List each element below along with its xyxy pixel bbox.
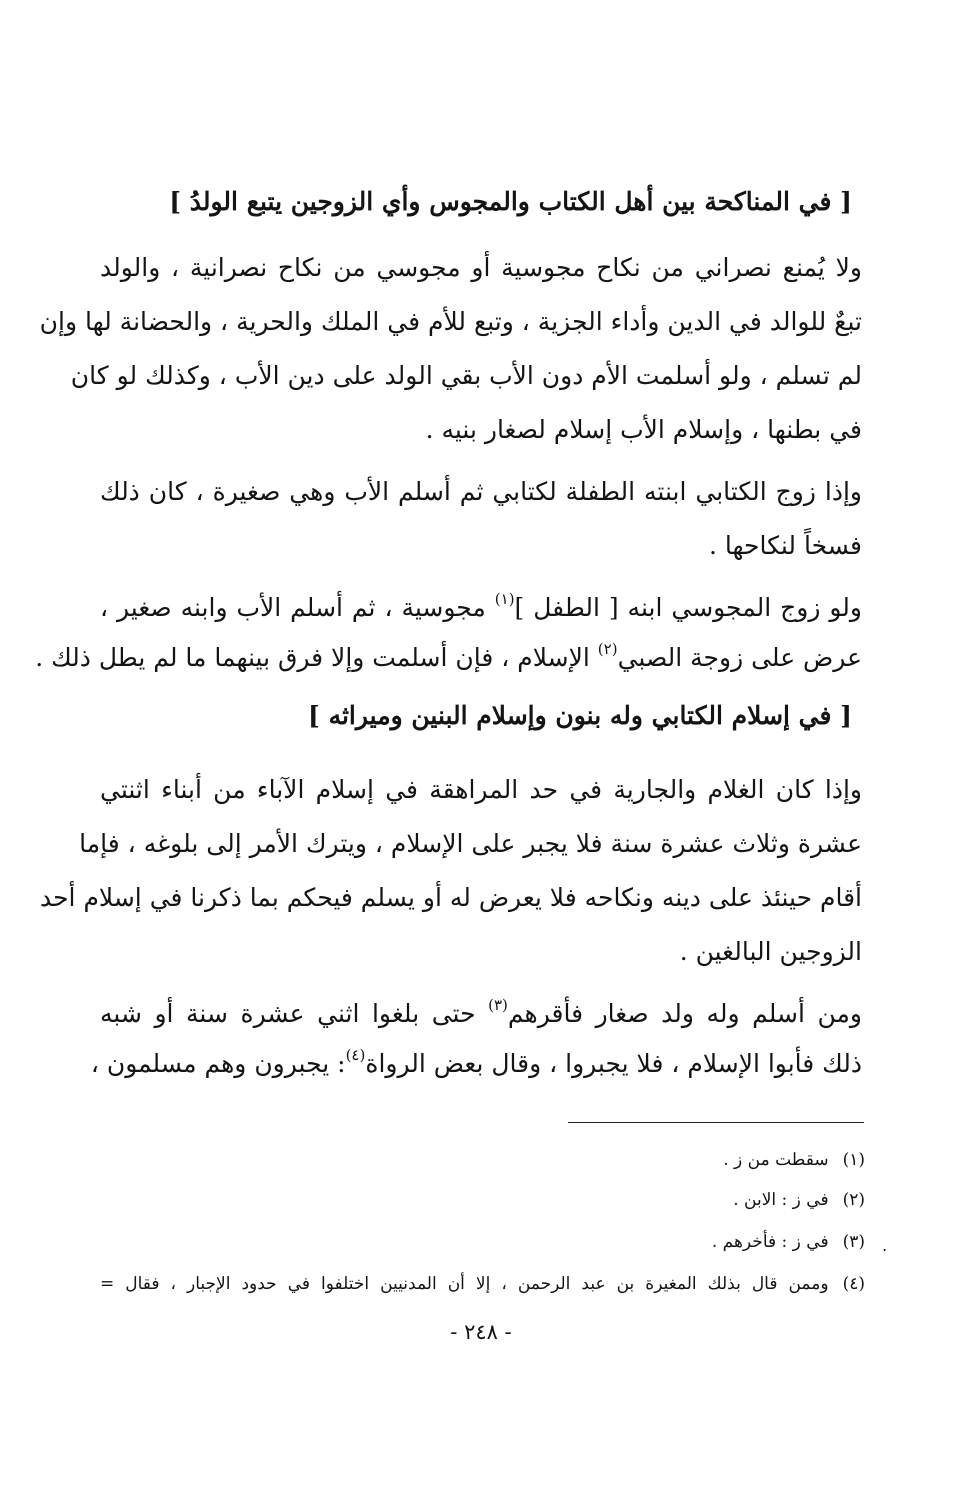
section-heading-1: [ في المناكحة بين أهل الكتاب والمجوس وأي الزوجين يتبع الولدُ ] [169, 187, 852, 216]
footnote-text: وممن قال بذلك المغيرة بن عبد الرحمن ، إلا أن المدنيين اختلفوا في حدود الإجبار ، فقال = [100, 1274, 829, 1294]
footnote-number: (٤) [842, 1274, 865, 1294]
footnote-number: (١) [842, 1150, 865, 1170]
footnote-1 [723, 1146, 865, 1174]
footnote-separator [568, 1122, 864, 1123]
text-line: عشرة وثلاث عشرة سنة فلا يجبر على الإسلام ، ويترك الأمر إلى بلوغه ، فإما [79, 829, 862, 858]
text-line: ولا يُمنع نصراني من نكاح مجوسية أو مجوسي من نكاح نصرانية ، والولد [100, 253, 862, 282]
footnote-marker: (٢) [597, 640, 618, 658]
text-run: ومن أسلم وله ولد صغار فأقرهم [507, 999, 862, 1028]
footnote-text: في ز : فأخرهم . [711, 1232, 829, 1252]
text-line: الزوجين البالغين . [679, 937, 862, 966]
footnote-4 [100, 1270, 865, 1298]
text-run: ولو زوج المجوسي ابنه [ الطفل ] [514, 593, 862, 622]
footnote-3 [712, 1228, 865, 1256]
text-line: في بطنها ، وإسلام الأب إسلام لصغار بنيه . [425, 415, 862, 444]
section-heading-2: [ في إسلام الكتابي وله بنون وإسلام البنين وميراثه ] [308, 701, 852, 730]
text-run: الإسلام ، فإن أسلمت وإلا فرق بينهما ما لم يطل ذلك . [35, 643, 598, 672]
text-line: لم تسلم ، ولو أسلمت الأم دون الأب بقي الولد على دين الأب ، وكذلك لو كان [70, 361, 862, 390]
page-number: - ٢٤٨ - [450, 1320, 512, 1344]
footnote-2 [733, 1186, 865, 1214]
text-line: أقام حينئذ على دينه ونكاحه فلا يعرض له أو يسلم فيحكم بما ذكرنا في إسلام أحد [39, 883, 862, 912]
text-run: : يجبرون وهم مسلمون ، [90, 1049, 346, 1078]
footnote-number: (٢) [842, 1190, 865, 1210]
text-run: حتى بلغوا اثني عشرة سنة أو شبه [100, 999, 489, 1028]
footnote-number: (٣) [842, 1232, 865, 1252]
text-line [100, 994, 862, 1034]
footnote-marker: (٤) [345, 1046, 366, 1064]
text-line: وإذا كان الغلام والجارية في حد المراهقة في إسلام الآباء من أبناء اثنتي [100, 775, 862, 804]
footnote-marker: (٣) [488, 996, 508, 1014]
text-line [90, 1044, 862, 1084]
text-run: مجوسية ، ثم أسلم الأب وابنه صغير ، [100, 593, 495, 622]
text-run: ذلك فأبوا الإسلام ، فلا يجبروا ، وقال بعض الرواة [365, 1049, 862, 1078]
text-run: عرض على زوجة الصبي [617, 643, 862, 672]
footnote-text: سقطت من ز . [723, 1150, 829, 1170]
margin-mark: . [882, 1236, 888, 1255]
text-line [100, 588, 862, 628]
footnote-text: في ز : الابن . [733, 1190, 829, 1210]
text-line: فسخاً لنكاحها . [708, 531, 862, 560]
text-line: تبعٌ للوالد في الدين وأداء الجزية ، وتبع للأم في الملك والحرية ، والحضانة لها وإن [39, 307, 862, 336]
text-line: وإذا زوج الكتابي ابنته الطفلة لكتابي ثم أسلم الأب وهي صغيرة ، كان ذلك [100, 477, 862, 506]
text-line [35, 638, 862, 678]
footnote-marker: (١) [494, 590, 515, 608]
